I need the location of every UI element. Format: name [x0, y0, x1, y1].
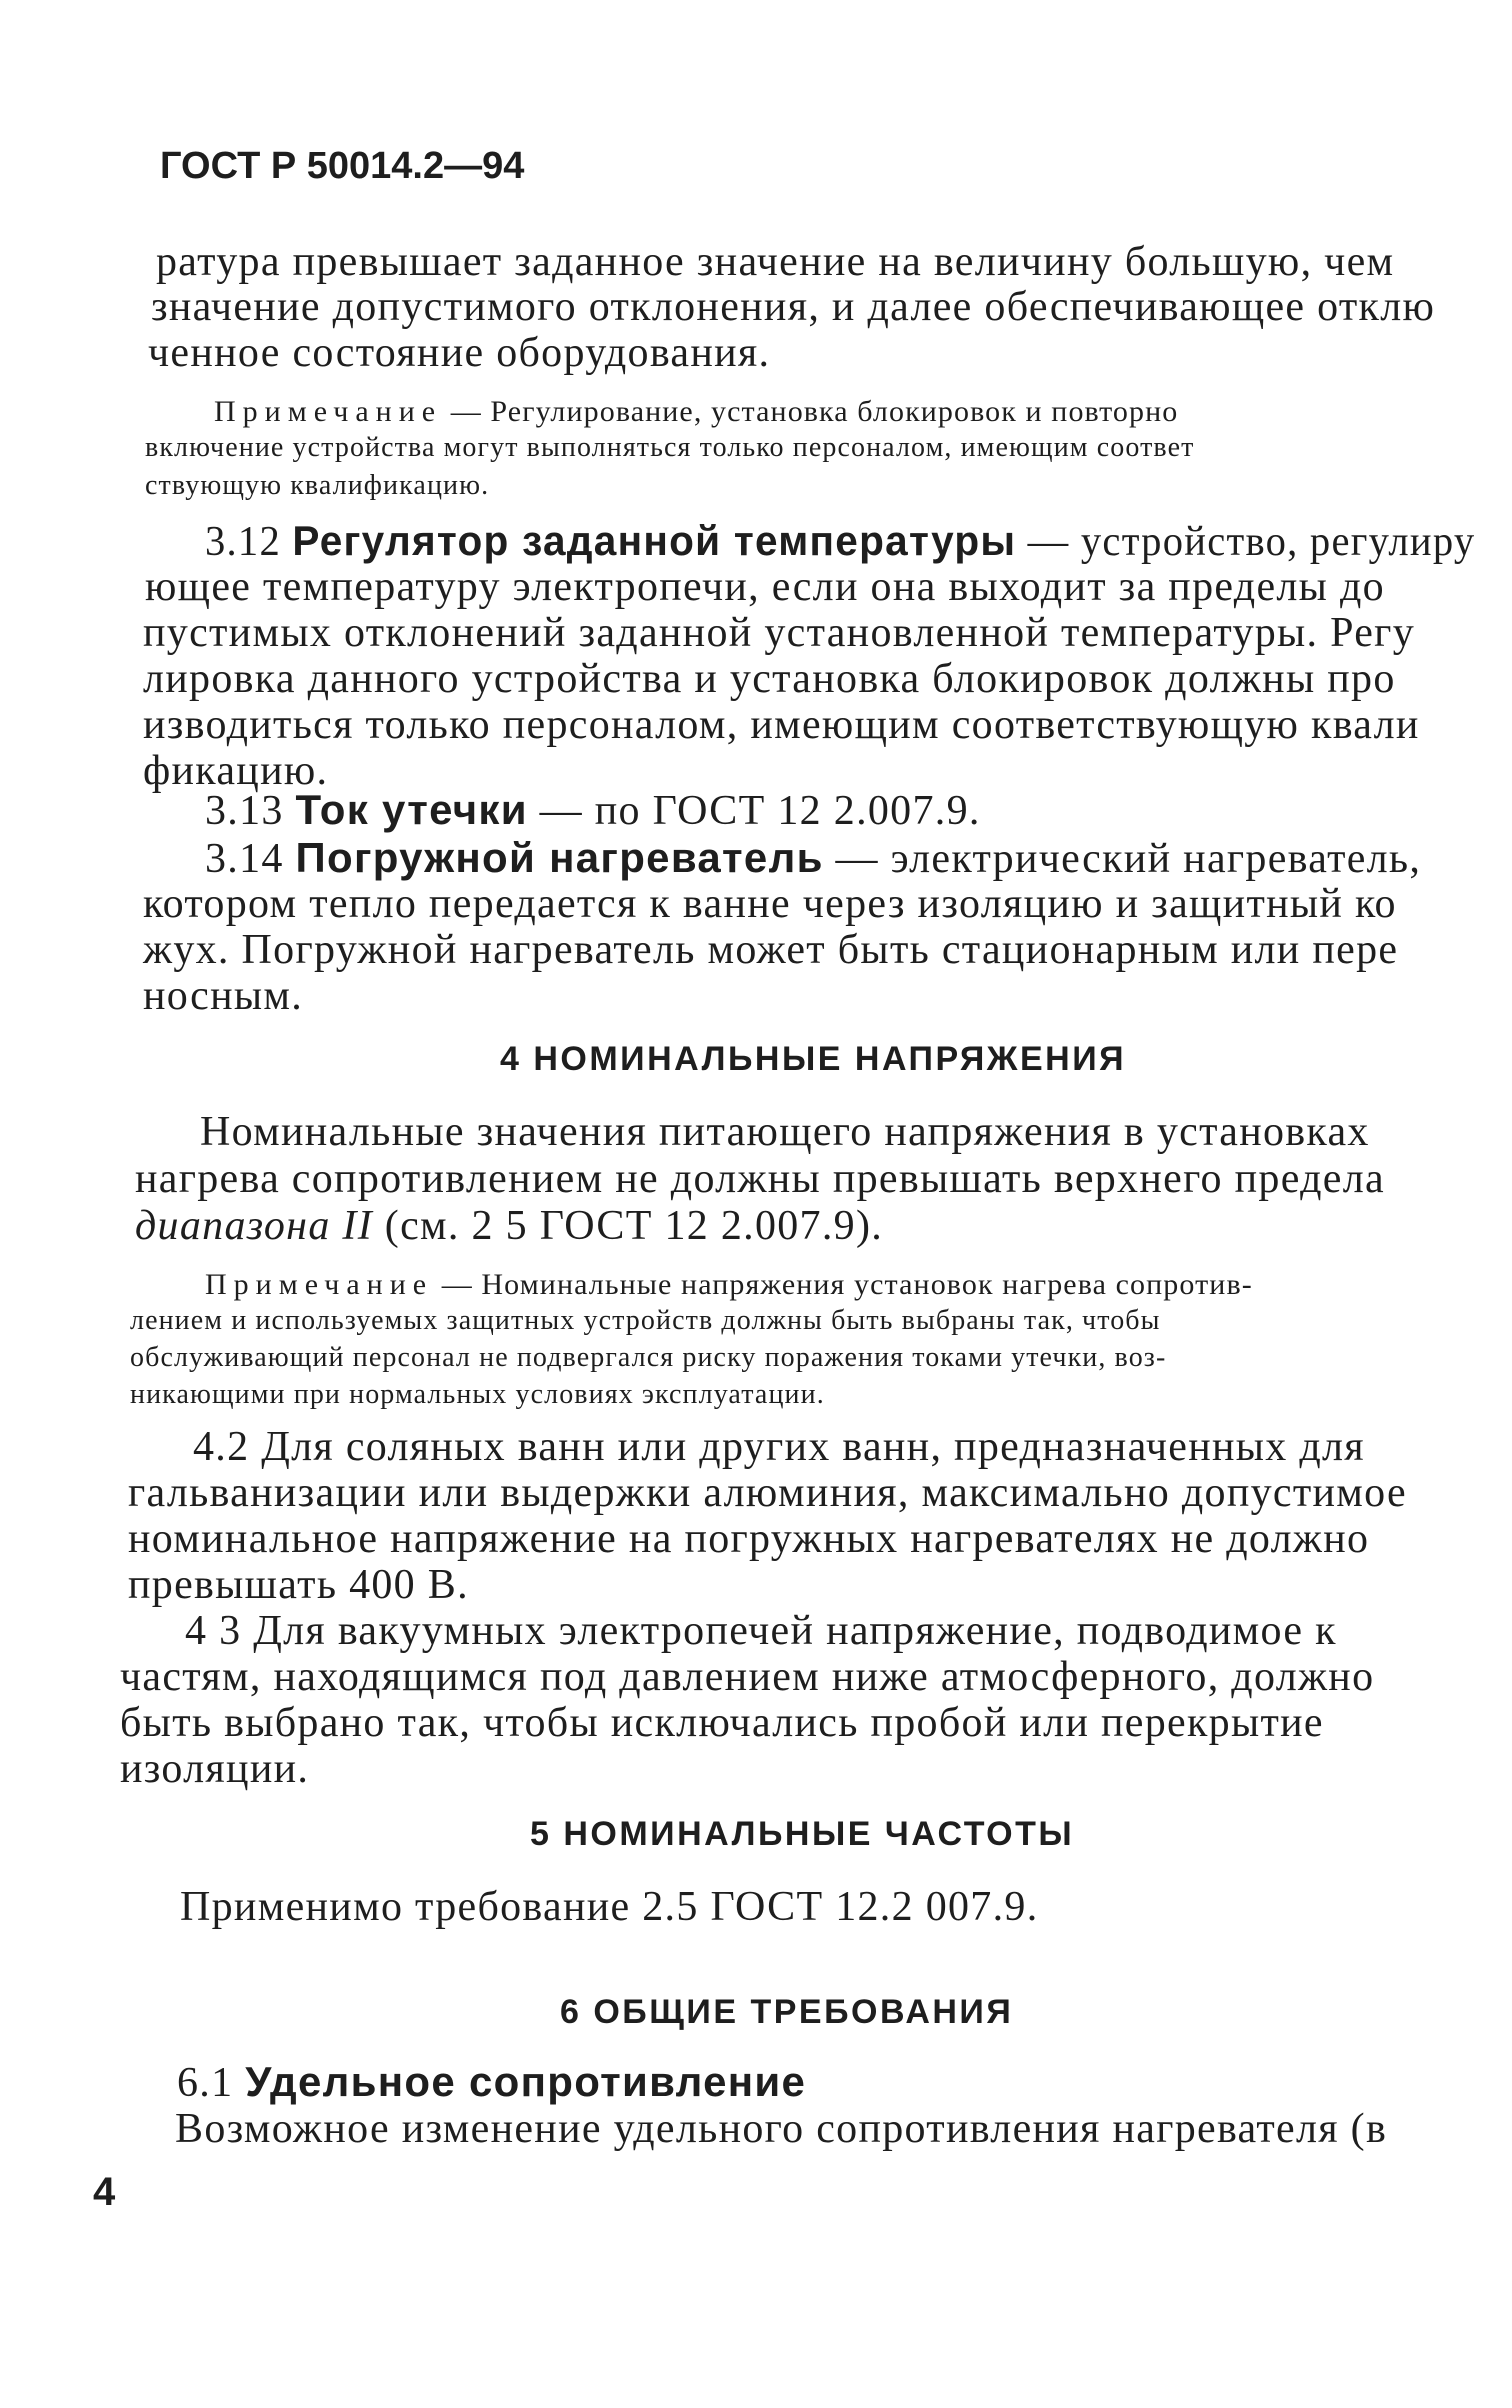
text-line: изводиться только персоналом, имеющим соответствующую квали: [143, 702, 1420, 748]
text-line: пустимых отклонений заданной установленной температуры. Регу: [143, 610, 1416, 656]
term: Регулятор заданной температуры: [292, 517, 1017, 564]
document-header: ГОСТ Р 50014.2—94: [160, 145, 525, 187]
note-label: Примечание: [214, 395, 443, 428]
item-3-13: 3.13 Ток утечки — по ГОСТ 12 2.007.9.: [205, 786, 981, 834]
text-line: Номинальные значения питающего напряжения в установках: [200, 1109, 1370, 1155]
text-line: нагрева сопротивлением не должны превышать верхнего предела: [135, 1156, 1385, 1202]
text-line: номинальное напряжение на погружных нагревателях не должно: [128, 1516, 1370, 1562]
text-line: быть выбрано так, чтобы исключались пробой или перекрытие: [120, 1700, 1324, 1746]
note-line: Примечание — Регулирование, установка блокировок и повторно: [214, 395, 1179, 428]
text-line: Применимо требование 2.5 ГОСТ 12.2 007.9.: [180, 1884, 1039, 1930]
note-line: Примечание — Номинальные напряжения установок нагрева сопротив-: [205, 1268, 1253, 1301]
text-line: жух. Погружной нагреватель может быть стационарным или пере: [143, 927, 1399, 973]
text-line: ратура превышает заданное значение на величину большую, чем: [156, 239, 1395, 285]
item-3-14: 3.14 Погружной нагреватель — электрический нагреватель,: [205, 834, 1422, 882]
note-label: Примечание: [205, 1268, 434, 1301]
text-line: носным.: [143, 973, 304, 1019]
section-heading: 4 НОМИНАЛЬНЫЕ НАПРЯЖЕНИЯ: [500, 1040, 1127, 1078]
page-number: 4: [93, 2170, 116, 2214]
note-line: обслуживающий персонал не подвергался риску поражения токами утечки, воз-: [130, 1342, 1167, 1373]
section-heading: 5 НОМИНАЛЬНЫЕ ЧАСТОТЫ: [530, 1815, 1075, 1853]
section-heading: 6 ОБЩИЕ ТРЕБОВАНИЯ: [560, 1993, 1014, 2031]
text-line: превышать 400 В.: [128, 1562, 469, 1608]
note-line: лением и используемых защитных устройств должны быть выбраны так, чтобы: [130, 1305, 1161, 1336]
text-line: ющее температуру электропечи, если она выходит за пределы до: [145, 564, 1385, 610]
term: Ток утечки: [295, 786, 528, 833]
term: Погружной нагреватель: [295, 834, 824, 881]
note-line: ствующую квалификацию.: [145, 470, 490, 501]
subsection-heading: 6.1 Удельное сопротивление: [177, 2058, 807, 2106]
item-3-12: 3.12 Регулятор заданной температуры — устройство, регулиру: [205, 517, 1476, 565]
text-line: частям, находящимся под давлением ниже атмосферного, должно: [120, 1654, 1375, 1700]
text-line: значение допустимого отклонения, и далее обеспечивающее отклю: [151, 284, 1436, 330]
text-line: диапазона II (см. 2 5 ГОСТ 12 2.007.9).: [135, 1203, 884, 1249]
text-line: лировка данного устройства и установка блокировок должны про: [143, 656, 1396, 702]
note-line: никающими при нормальных условиях эксплуатации.: [130, 1379, 825, 1410]
text-line: котором тепло передается к ванне через изоляцию и защитный ко: [143, 881, 1397, 927]
text-line: ченное состояние оборудования.: [148, 330, 771, 376]
text-line: гальванизации или выдержки алюминия, максимально допустимое: [128, 1470, 1407, 1516]
text-line: 4 3 Для вакуумных электропечей напряжение, подводимое к: [185, 1608, 1337, 1654]
text-line: Возможное изменение удельного сопротивления нагревателя (в: [175, 2106, 1388, 2152]
text-line: 4.2 Для соляных ванн или других ванн, предназначенных для: [193, 1424, 1365, 1470]
text-line: изоляции.: [120, 1746, 310, 1792]
note-line: включение устройства могут выполняться только персоналом, имеющим соответ: [145, 432, 1195, 463]
text-line: фикацию.: [143, 748, 329, 794]
